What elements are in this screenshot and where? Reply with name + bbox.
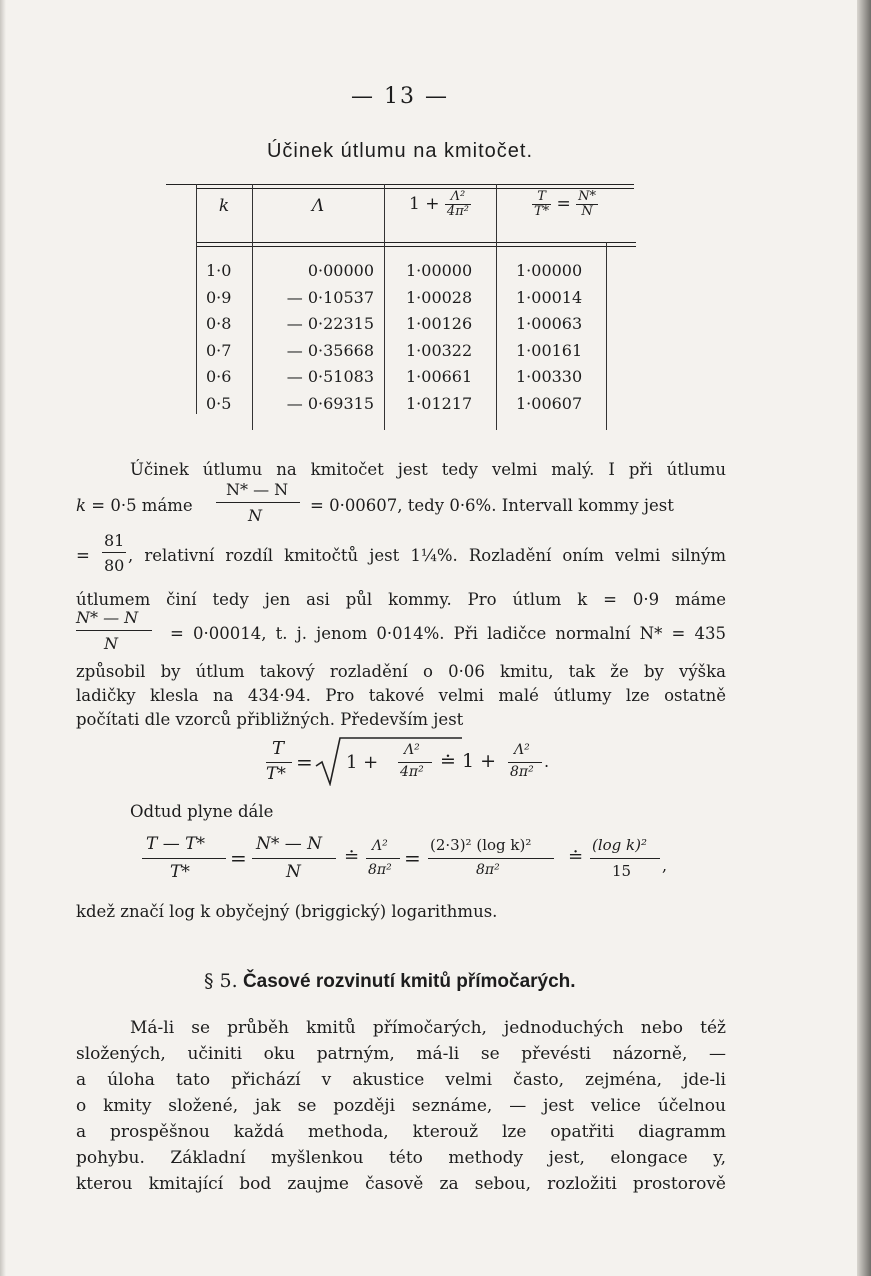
cell-k: 0·7 (206, 340, 232, 360)
var-k: k (76, 496, 86, 515)
table-vline-1 (196, 184, 197, 414)
para1-l5-fraction-bar (76, 630, 152, 631)
header-ratio2 (576, 190, 598, 219)
cell-k: 0·9 (206, 287, 232, 307)
header-ratio2-num: N* (578, 189, 597, 204)
cell-k: 0·6 (206, 367, 232, 386)
f2-b-bar (252, 858, 336, 859)
body-line: o kmity složené, jak se později seznáme, — jest velice účelnou (76, 1096, 726, 1116)
damping-table (166, 184, 634, 430)
f1-lhs-bar (266, 762, 292, 763)
f2-d-num: (2·3)² (log k)² (430, 836, 532, 854)
section-heading (0, 970, 871, 993)
para1-line3: , relativní rozdíl kmitočtů jest 1¼%. Rozladění oním velmi silným (128, 546, 726, 565)
para1-line8: počítati dle vzorců přibližných. Především jest (76, 710, 464, 729)
header-ratio-eq: = (556, 194, 571, 214)
cell-k: 0·8 (206, 314, 232, 333)
f2-eq1: = (230, 846, 247, 870)
table-vline-4 (496, 184, 497, 430)
header-expr-left: 1 + (409, 194, 440, 214)
table-header-rule (196, 242, 636, 243)
para1-l2-denominator: N (248, 506, 262, 525)
cell-ratio: 1·00014 (516, 287, 583, 307)
section-title: Časové rozvinutí kmitů přímočarých. (242, 971, 576, 992)
section-number: § 5. (204, 970, 238, 992)
f2-b-num: N* — N (256, 834, 323, 854)
table-header-rule-2 (196, 246, 636, 247)
para1-line2-end: = 0·00607, tedy 0·6%. Intervall kommy jest (310, 496, 674, 515)
f2-tail: , (662, 856, 668, 875)
para1-l2-numerator: N* — N (226, 480, 289, 499)
para1-line6: způsobil by útlum takový rozladění o 0·06 kmitu, tak že by výška (76, 662, 726, 681)
f1-eq1: = (296, 750, 313, 774)
f1-eq2: ≐ 1 + (440, 750, 497, 772)
table-vline-3 (384, 184, 385, 430)
cell-lambda: — 0·22315 (286, 314, 374, 333)
cell-lambda: — 0·51083 (286, 367, 374, 386)
para1-l3-fraction-bar (102, 552, 126, 553)
page-edge-left (0, 0, 6, 1276)
column-lambda (260, 258, 374, 417)
para1-line4: útlumem činí tedy jen asi půl kommy. Pro útlum k = 0·9 máme (76, 590, 726, 609)
para1-line2-start (76, 496, 193, 515)
para1-l2-text: = 0·5 máme (91, 496, 193, 515)
header-lambda: Λ (311, 196, 325, 216)
column-k (206, 258, 231, 417)
f1-f-num: Λ² (404, 742, 420, 758)
body-line: a prospěšnou každá methoda, kterouž lze opatřiti diagramm (76, 1122, 726, 1142)
table-vline-2 (252, 184, 253, 430)
f1-lhs-den: T* (266, 764, 286, 784)
f1-f-bar (398, 762, 432, 763)
para1-line1: Účinek útlumu na kmitočet jest tedy velmi malý. I při útlumu (130, 460, 726, 479)
para1-l3-numerator: 81 (104, 531, 125, 550)
table-top-rule (166, 184, 634, 185)
para1-l5-denominator: N (104, 634, 118, 653)
f2-e-den: 15 (612, 862, 632, 880)
table-vline-5 (606, 242, 607, 430)
para1-l2-fraction-bar (216, 502, 300, 503)
cell-lambda: — 0·10537 (286, 287, 374, 307)
para1-l5-numerator: N* — N (76, 608, 139, 627)
cell-ratio: 1·00607 (516, 393, 583, 413)
header-ratio1-den: T* (533, 204, 550, 219)
cell-expression: 1·00322 (406, 340, 473, 360)
header-ratio1 (532, 190, 551, 219)
cell-ratio: 1·00330 (516, 367, 583, 386)
header-k: k (218, 196, 230, 216)
body-line: kterou kmitající bod zaujme časově za sebou, rozložiti prostorově (76, 1174, 726, 1194)
f1-lhs-num: T (272, 738, 285, 759)
column-expression (406, 258, 472, 417)
header-expression (384, 190, 496, 219)
f2-a-den: T* (170, 862, 190, 882)
f1-g-bar (508, 762, 542, 763)
column-ratio (516, 258, 582, 417)
f2-e-num: (log k)² (592, 836, 648, 854)
table-top-rule-2 (196, 188, 634, 189)
cell-expression: 1·00000 (406, 261, 473, 280)
cell-ratio: 1·00063 (516, 314, 583, 333)
cell-lambda: — 0·35668 (286, 340, 374, 360)
f2-a-bar (142, 858, 226, 859)
f2-c-bar (366, 858, 400, 859)
body-line: Má-li se průběh kmitů přímočarých, jednoduchých nebo též (130, 1018, 726, 1038)
cell-lambda: 0·00000 (307, 261, 374, 280)
cell-k: 0·5 (206, 393, 232, 413)
header-expr-den: 4π² (446, 204, 469, 219)
cell-ratio: 1·00161 (516, 340, 583, 360)
header-ratio1-num: T (537, 189, 546, 204)
para1-line5: = 0·00014, t. j. jenom 0·014%. Při ladičce normalní N* = 435 (170, 624, 726, 643)
header-ratio2-den: N (576, 204, 598, 219)
f2-eq4: ≐ (568, 846, 584, 867)
f2-a-num: T — T* (146, 834, 205, 854)
f1-tail: . (544, 752, 550, 771)
f2-eq2: ≐ (344, 846, 360, 867)
page-edge-right (857, 0, 871, 1276)
f2-d-den: 8π² (476, 862, 500, 878)
body-line: pohybu. Základní myšlenkou této methody jest, elongace y, (76, 1148, 726, 1168)
table-heading: Účinek útlumu na kmitočet. (266, 140, 534, 162)
para1-l3-denominator: 80 (104, 556, 125, 575)
para1-line7: ladičky klesla na 434·94. Pro takové velmi malé útlumy lze ostatně (76, 686, 726, 705)
f2-d-bar (428, 858, 554, 859)
header-ratio (496, 190, 634, 219)
cell-expression: 1·00661 (406, 367, 473, 386)
kdez-line: kdež značí log k obyčejný (briggický) logarithmus. (76, 902, 498, 921)
header-expr-fraction (445, 190, 471, 219)
cell-expression: 1·00028 (406, 287, 473, 307)
cell-expression: 1·01217 (406, 393, 473, 413)
f2-b-den: N (286, 862, 301, 882)
header-expr-num: Λ² (450, 189, 466, 204)
cell-ratio: 1·00000 (516, 261, 583, 280)
f1-root-a: 1 + (346, 752, 379, 773)
f2-e-bar (590, 858, 660, 859)
cell-k: 1·0 (206, 261, 232, 280)
cell-lambda: — 0·69315 (286, 393, 374, 413)
f2-c-num: Λ² (372, 838, 388, 854)
cell-expression: 1·00126 (406, 314, 473, 333)
body-line: a úloha tato přichází v akustice velmi často, zejména, jde-li (76, 1070, 726, 1090)
para1-l3-equals: = (76, 546, 90, 565)
page-number: — 13 — (351, 84, 449, 109)
f1-f-den: 4π² (400, 764, 424, 780)
f1-g-den: 8π² (510, 764, 534, 780)
f1-g-num: Λ² (514, 742, 530, 758)
odtud-line: Odtud plyne dále (130, 802, 274, 821)
body-line: složených, učiniti oku patrným, má-li se převésti názorně, — (76, 1044, 726, 1064)
f2-eq3: = (404, 846, 421, 870)
f2-c-den: 8π² (368, 862, 392, 878)
